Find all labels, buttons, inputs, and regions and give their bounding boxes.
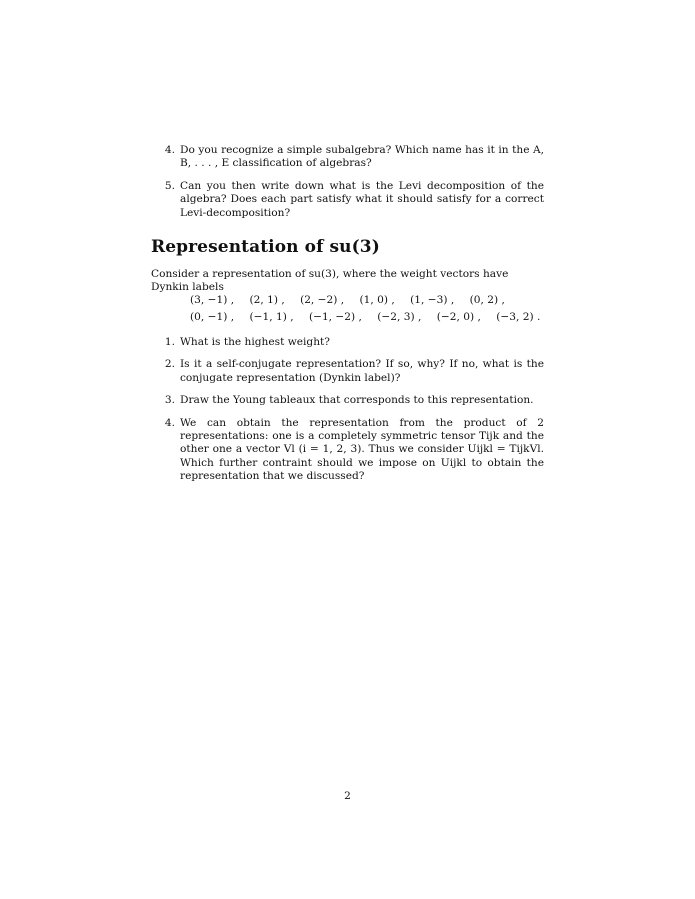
item-number: 4. <box>164 416 175 429</box>
list-item <box>151 336 544 349</box>
weight-vector: (1, −3) , <box>410 294 455 306</box>
weights-row-1 <box>190 294 517 307</box>
list-item <box>151 180 544 220</box>
weight-vector: (0, −1) , <box>190 311 235 323</box>
item-number: 2. <box>164 358 175 371</box>
item-text: Is it a self-conjugate representation? If so, why? If no, what is the conjugate representation (Dynkin label)? <box>180 358 544 384</box>
weight-vector: (−1, 1) , <box>249 311 294 323</box>
top-list <box>151 144 544 229</box>
item-text: We can obtain the representation from the product of 2 representations: one is a completely symmetric tensor Tijk and the other one a vector Vl (i = 1, 2, 3). Thus we consider Uijkl = TijkVl. Which further contraint should we impose on Uijkl to obtain the representation that we discussed? <box>180 416 544 483</box>
list-item <box>151 394 544 407</box>
item-text: Draw the Young tableaux that corresponds to this representation. <box>180 394 534 407</box>
item-number: 4. <box>164 144 175 156</box>
list-item <box>151 358 544 385</box>
weight-vector: (−3, 2) . <box>496 311 541 323</box>
item-text: What is the highest weight? <box>180 336 330 348</box>
weight-vector: (−2, 3) , <box>377 311 422 323</box>
item-number: 5. <box>164 179 175 192</box>
list-item <box>151 417 544 484</box>
item-number: 1. <box>164 336 175 348</box>
weight-vector: (2, −2) , <box>300 294 345 306</box>
weight-vector: (1, 0) , <box>359 294 395 306</box>
weight-vector: (−2, 0) , <box>436 311 481 323</box>
questions-list <box>151 336 544 493</box>
page-number: 2 <box>344 790 351 802</box>
weight-vector: (3, −1) , <box>190 294 235 306</box>
weights-row-2 <box>190 311 552 324</box>
item-number: 3. <box>164 394 175 407</box>
weight-vector: (0, 2) , <box>469 294 505 306</box>
section-intro: Consider a representation of su(3), where the weight vectors have Dynkin labels <box>151 268 509 294</box>
list-item <box>151 144 544 171</box>
section-heading: Representation of su(3) <box>151 237 380 257</box>
item-text: Can you then write down what is the Levi decomposition of the algebra? Does each part satisfy what it should satisfy for a correct Levi-decomposition? <box>180 179 544 219</box>
weight-vector: (−1, −2) , <box>308 311 362 323</box>
weight-vector: (2, 1) , <box>249 294 285 306</box>
item-text: Do you recognize a simple subalgebra? Which name has it in the A, B, . . . , E classification of algebras? <box>180 144 544 170</box>
